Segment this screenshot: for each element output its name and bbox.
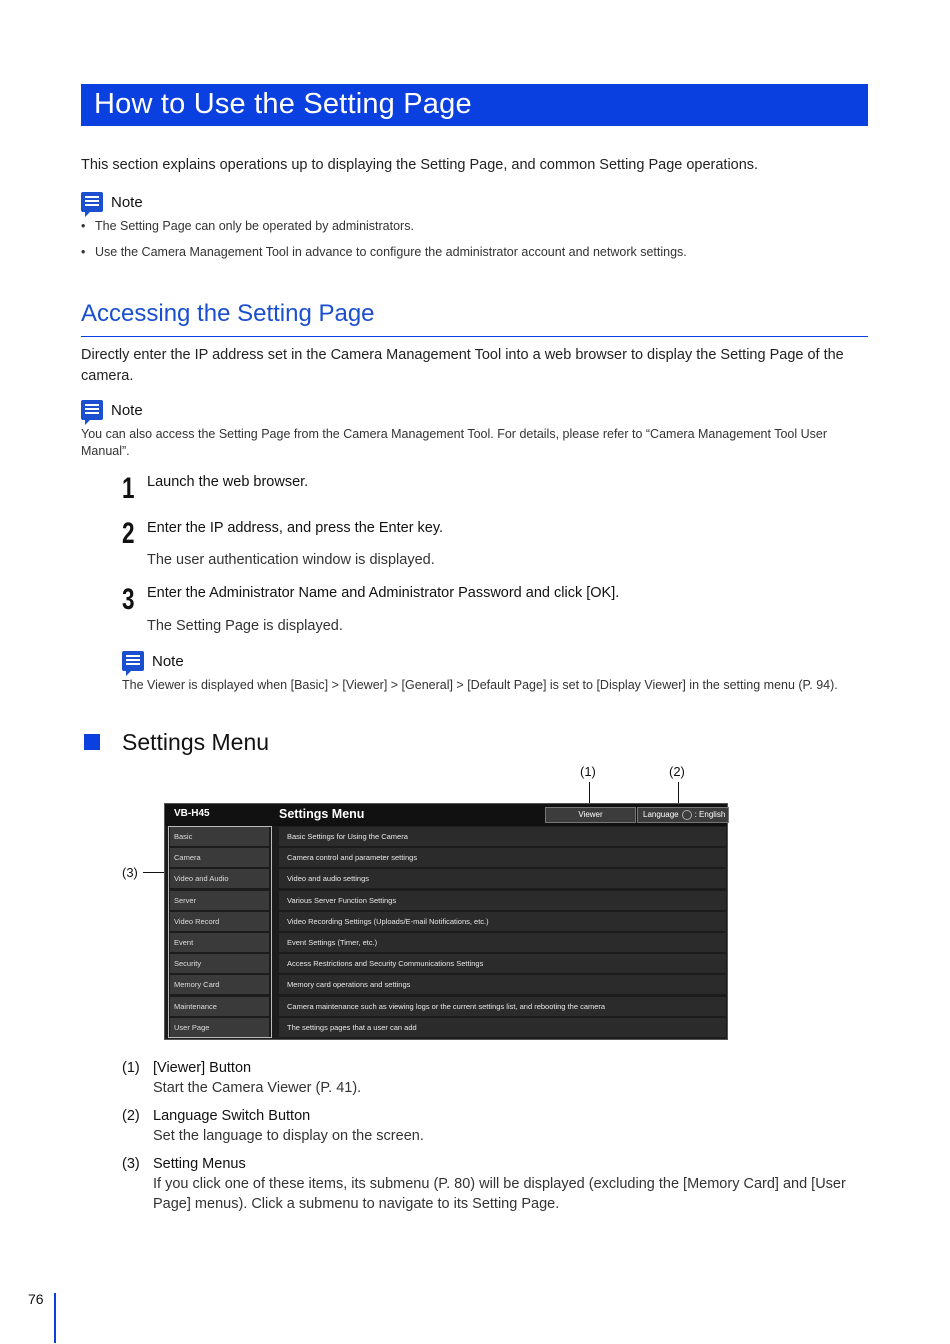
menu-row [165, 974, 727, 995]
legend-number: (1) [122, 1060, 140, 1076]
bullet-dot: • [81, 245, 86, 259]
menu-row [165, 911, 727, 932]
menu-item[interactable]: Video and Audio [170, 869, 269, 888]
step-text: Enter the Administrator Name and Administrator Password and click [OK]. [147, 585, 620, 601]
page-title-bar [81, 84, 868, 126]
legend-title: Setting Menus [153, 1156, 246, 1172]
menu-item[interactable]: Maintenance [170, 997, 269, 1016]
bullet-dot: • [81, 219, 86, 233]
menu-row [165, 847, 727, 868]
note-1-bullet-text: Use the Camera Management Tool in advance to configure the administrator account and network settings. [95, 245, 687, 259]
step-result: The user authentication window is displayed. [147, 552, 435, 568]
menu-row [165, 890, 727, 911]
menu-item[interactable]: Server [170, 891, 269, 910]
language-switch-button[interactable] [637, 807, 729, 823]
screenshot-title: Settings Menu [279, 807, 365, 821]
legend-description: Set the language to display on the screen. [153, 1128, 424, 1144]
menu-row [165, 826, 727, 847]
settings-menu-screenshot [164, 803, 728, 1040]
note-icon [122, 651, 144, 671]
note-1-bullet-text: The Setting Page can only be operated by administrators. [95, 219, 414, 233]
legend-description: If you click one of these items, its submenu (P. 80) will be displayed (excluding the [Memory Card] and [User Page] menus). Click a submenu to navigate to its Setting Page. [153, 1176, 846, 1212]
note-label: Note [111, 401, 143, 419]
menu-description[interactable]: Memory card operations and settings [279, 975, 726, 994]
section-heading: Accessing the Setting Page [81, 300, 868, 337]
note-label: Note [111, 193, 143, 211]
menu-description[interactable]: Camera maintenance such as viewing logs or the current settings list, and rebooting the camera [279, 997, 726, 1016]
note-label: Note [152, 652, 184, 670]
menu-item[interactable]: Event [170, 933, 269, 952]
heading-square-icon [84, 734, 100, 750]
menu-description[interactable]: Video Recording Settings (Uploads/E-mail Notifications, etc.) [279, 912, 726, 931]
callout-2: (2) [669, 764, 685, 779]
note-2-header [81, 400, 143, 420]
step-number: 3 [122, 583, 135, 616]
menu-row [165, 868, 727, 889]
section-body: Directly enter the IP address set in the Camera Management Tool into a web browser to display the Setting Page of the camera. [81, 347, 844, 384]
language-label: Language [643, 810, 679, 819]
note-3-text: The Viewer is displayed when [Basic] > [Viewer] > [General] > [Default Page] is set to [Display Viewer] in the setting menu (P. 94). [122, 678, 838, 692]
menu-description[interactable]: Event Settings (Timer, etc.) [279, 933, 726, 952]
page-number-bar [54, 1293, 56, 1343]
menu-description[interactable]: Video and audio settings [279, 869, 726, 888]
step-text: Enter the IP address, and press the Enter key. [147, 520, 444, 536]
menu-description[interactable]: Access Restrictions and Security Communications Settings [279, 954, 726, 973]
language-value: : English [694, 810, 726, 819]
menu-item[interactable]: Security [170, 954, 269, 973]
legend-number: (3) [122, 1156, 140, 1172]
step-number: 1 [122, 472, 135, 505]
note-icon [81, 192, 103, 212]
legend-description: Start the Camera Viewer (P. 41). [153, 1080, 362, 1096]
menu-item[interactable]: Basic [170, 827, 269, 846]
settings-menu-heading: Settings Menu [122, 729, 270, 755]
legend-number: (2) [122, 1108, 140, 1124]
menu-row [165, 953, 727, 974]
menu-item[interactable]: Video Record [170, 912, 269, 931]
screenshot-header [165, 804, 727, 826]
legend-title: [Viewer] Button [153, 1060, 252, 1076]
note-icon [81, 400, 103, 420]
menu-item[interactable]: Memory Card [170, 975, 269, 994]
callout-1: (1) [580, 764, 596, 779]
menu-row [165, 1017, 727, 1038]
globe-icon [682, 810, 692, 820]
step-result: The Setting Page is displayed. [147, 618, 343, 634]
menu-description[interactable]: Basic Settings for Using the Camera [279, 827, 726, 846]
note-2-text: You can also access the Setting Page from the Camera Management Tool. For details, please refer to “Camera Management Tool User Manual”. [81, 427, 827, 458]
note-1-bullet [81, 245, 687, 259]
step-text: Launch the web browser. [147, 474, 309, 490]
note-1-header [81, 192, 143, 212]
menu-item[interactable]: Camera [170, 848, 269, 867]
menu-description[interactable]: Various Server Function Settings [279, 891, 726, 910]
callout-3: (3) [122, 865, 138, 880]
page-title: How to Use the Setting Page [94, 88, 472, 120]
menu-description[interactable]: Camera control and parameter settings [279, 848, 726, 867]
legend-title: Language Switch Button [153, 1108, 311, 1124]
camera-model: VB-H45 [174, 808, 210, 819]
menu-description[interactable]: The settings pages that a user can add [279, 1018, 726, 1037]
menu-row [165, 932, 727, 953]
note-1-bullet [81, 219, 414, 233]
step-number: 2 [122, 517, 135, 550]
intro-text: This section explains operations up to displaying the Setting Page, and common Setting Page operations. [81, 157, 759, 173]
viewer-button[interactable]: Viewer [545, 807, 636, 823]
menu-item[interactable]: User Page [170, 1018, 269, 1037]
note-3-header [122, 651, 184, 671]
page-number: 76 [28, 1291, 44, 1307]
menu-row [165, 996, 727, 1017]
